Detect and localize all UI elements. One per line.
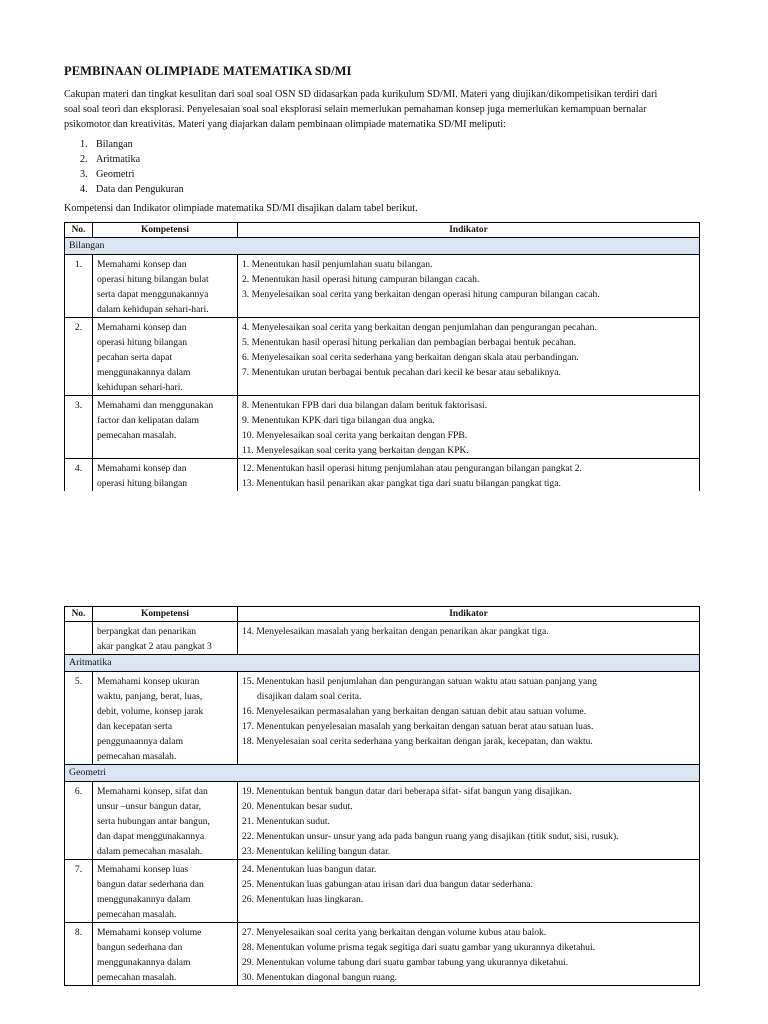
kompetensi-line: pemecahan masalah.: [97, 430, 177, 441]
kompetensi-line: bangun datar sederhana dan: [97, 879, 204, 890]
kompetensi-line: operasi hitung bilangan bulat: [97, 274, 209, 285]
indikator-item: 21. Menentukan sudut.: [242, 816, 330, 827]
kompetensi-line: akar pangkat 2 atau pangkat 3: [97, 641, 212, 652]
intro-line: psikomotor dan kreativitas. Materi yang diajarkan dalam pembinaan olimpiade matematika SD/MI meliputi:: [64, 119, 506, 130]
indikator-cell: [238, 459, 700, 492]
kompetensi-line: Memahami konsep dan: [97, 463, 187, 474]
indikator-item: 26. Menentukan luas lingkaran.: [242, 894, 364, 905]
section-label: Geometri: [65, 765, 700, 782]
section-row: [65, 655, 700, 672]
row-number: 1.: [65, 255, 93, 318]
row-number: 6.: [65, 782, 93, 860]
kompetensi-line: Memahami konsep dan: [97, 322, 187, 333]
table-row: [65, 782, 700, 860]
indikator-item: 1. Menentukan hasil penjumlahan suatu bilangan.: [242, 259, 433, 270]
indikator-item: 29. Menentukan volume tabung dari suatu gambar tabung yang ukurannya diketahui.: [242, 957, 569, 968]
kompetensi-cell: [93, 255, 238, 318]
kompetensi-cell: [93, 318, 238, 396]
intro-line: Cakupan materi dan tingkat kesulitan dari soal soal OSN SD didasarkan pada kurikulum SD/MI. Materi yang diujikan/dikompetisikan terdiri dari: [64, 89, 658, 100]
row-number: 5.: [65, 672, 93, 765]
kompetensi-line: Memahami dan menggunakan: [97, 400, 214, 411]
indikator-item: 16. Menyelesaikan permasalahan yang berkaitan dengan satuan debit atau satuan volume.: [242, 706, 587, 717]
indikator-item: 8. Menentukan FPB dari dua bilangan dalam bentuk faktorisasi.: [242, 400, 488, 411]
kompetensi-line: menggunakannya dalam: [97, 957, 191, 968]
topic-list: [80, 137, 184, 197]
indikator-item: 27. Menyelesaikan soal cerita yang berkaitan dengan volume kubus atau balok.: [242, 927, 547, 938]
table-row: [65, 255, 700, 318]
topic-item: 4. Data dan Pengukuran: [80, 184, 184, 195]
section-row: [65, 765, 700, 782]
kompetensi-cell: [93, 782, 238, 860]
kompetensi-line: kehidupan sehari-hari.: [97, 382, 183, 393]
table-row: [65, 318, 700, 396]
kompetensi-line: factor dan kelipatan dalam: [97, 415, 200, 426]
row-number: 4.: [65, 459, 93, 492]
kompetensi-line: waktu, panjang, berat, luas,: [97, 691, 203, 702]
indikator-item: 17. Menentukan penyelesaian masalah yang berkaitan dengan satuan berat atau satuan luas.: [242, 721, 594, 732]
table-row: [65, 396, 700, 459]
kompetensi-cell: [93, 459, 238, 492]
indikator-cell: [238, 923, 700, 986]
indikator-item: 9. Menentukan KPK dari tiga bilangan dua angka.: [242, 415, 435, 426]
section-label: Bilangan: [65, 238, 700, 255]
indikator-item: 2. Menentukan hasil operasi hitung campuran bilangan cacah.: [242, 274, 480, 285]
indikator-cell: [238, 782, 700, 860]
kompetensi-line: menggunakannya dalam: [97, 894, 191, 905]
kompetensi-line: pecahan serta dapat: [97, 352, 173, 363]
kompetensi-line: Memahami konsep dan: [97, 259, 187, 270]
indikator-item: 20. Menentukan besar sudut.: [242, 801, 353, 812]
indikator-item: 25. Menentukan luas gabungan atau irisan dari dua bangun datar sederhana.: [242, 879, 533, 890]
header-indikator: Indikator: [238, 223, 700, 238]
row-number: [65, 622, 93, 655]
indikator-cell: [238, 255, 700, 318]
topic-item: 3. Geometri: [80, 169, 135, 180]
kompetensi-line: Memahami konsep ukuran: [97, 676, 200, 687]
table-header-row: [65, 607, 700, 622]
header-no: No.: [65, 607, 93, 622]
kompetensi-line: serta hubungan antar bangun,: [97, 816, 210, 827]
kompetensi-line: debit, volume, konsep jarak: [97, 706, 204, 717]
indikator-item: 10. Menyelesaikan soal cerita yang berkaitan dengan FPB.: [242, 430, 468, 441]
indikator-item: 6. Menyelesaikan soal cerita sederhana yang berkaitan dengan skala atau perbandingan.: [242, 352, 579, 363]
indikator-item: 22. Menentukan unsur- unsur yang ada pada bangun ruang yang disajikan (titik sudut, sisi, rusuk).: [242, 831, 619, 842]
kompetensi-cell: [93, 923, 238, 986]
intro-paragraph: [64, 87, 704, 132]
kompetensi-line: menggunakannya dalam: [97, 367, 191, 378]
row-number: 3.: [65, 396, 93, 459]
kompetensi-line: serta dapat menggunakannya: [97, 289, 209, 300]
kompetensi-line: dalam kehidupan sehari-hari.: [97, 304, 209, 315]
indikator-cell: [238, 860, 700, 923]
table-row: [65, 622, 700, 655]
table-row: [65, 459, 700, 492]
indikator-item: 24. Menentukan luas bangun datar.: [242, 864, 377, 875]
indikator-item: 7. Menentukan urutan berbagai bentuk pecahan dari kecil ke besar atau sebaliknya.: [242, 367, 561, 378]
row-number: 2.: [65, 318, 93, 396]
indikator-item: 12. Menentukan hasil operasi hitung penjumlahan atau pengurangan bilangan pangkat 2.: [242, 463, 582, 474]
indikator-item: 13. Menentukan hasil penarikan akar pangkat tiga dari suatu bilangan pangkat tiga.: [242, 478, 561, 489]
header-indikator: Indikator: [238, 607, 700, 622]
kompetensi-line: pemecahan masalah.: [97, 972, 177, 983]
kompetensi-line: dan dapat menggunakannya: [97, 831, 205, 842]
header-kompetensi: Kompetensi: [93, 223, 238, 238]
table-row: [65, 672, 700, 765]
kompetensi-cell: [93, 622, 238, 655]
table-lead-text: Kompetensi dan Indikator olimpiade matematika SD/MI disajikan dalam tabel berikut.: [64, 203, 418, 214]
kompetensi-line: unsur –unsur bangun datar,: [97, 801, 202, 812]
section-label: Aritmatika: [65, 655, 700, 672]
indikator-cell: [238, 396, 700, 459]
kompetensi-line: berpangkat dan penarikan: [97, 626, 197, 637]
indikator-item: 11. Menyelesaikan soal cerita yang berkaitan dengan KPK.: [242, 445, 469, 456]
kompetensi-line: pemecahan masalah.: [97, 909, 177, 920]
kompetensi-line: dalam pemecahan masalah.: [97, 846, 203, 857]
indikator-item: 3. Menyelesaikan soal cerita yang berkaitan dengan operasi hitung campuran bilangan cacah.: [242, 289, 600, 300]
intro-line: soal soal teori dan eksplorasi. Penyelesaian soal soal eksplorasi selain memerlukan pemahaman konsep juga memerlukan kemampuan bernalar: [64, 104, 647, 115]
kompetensi-line: Memahami konsep volume: [97, 927, 202, 938]
indikator-item: 15. Menentukan hasil penjumlahan dan pengurangan satuan waktu atau satuan panjang yang: [242, 676, 597, 687]
kompetensi-line: Memahami konsep, sifat dan: [97, 786, 208, 797]
indikator-item: 19. Menentukan bentuk bangun datar dari beberapa sifat- sifat bangun yang disajikan.: [242, 786, 572, 797]
indikator-cell: [238, 318, 700, 396]
kompetensi-line: Memahami konsep luas: [97, 864, 189, 875]
indikator-item: disajikan dalam soal cerita.: [257, 691, 362, 702]
kompetensi-line: pemecahan masalah.: [97, 751, 177, 762]
kompetensi-line: dan kecepatan serta: [97, 721, 173, 732]
row-number: 8.: [65, 923, 93, 986]
indikator-cell: [238, 622, 700, 655]
table-row: [65, 923, 700, 986]
kompetensi-line: operasi hitung bilangan: [97, 478, 188, 489]
competency-table-part-1: [64, 222, 700, 491]
table-header-row: [65, 223, 700, 238]
kompetensi-cell: [93, 396, 238, 459]
topic-item: 2. Aritmatika: [80, 154, 141, 165]
kompetensi-line: operasi hitung bilangan: [97, 337, 188, 348]
indikator-item: 30. Menentukan diagonal bangun ruang.: [242, 972, 398, 983]
indikator-item: 14. Menyelesaikan masalah yang berkaitan dengan penarikan akar pangkat tiga.: [242, 626, 549, 637]
kompetensi-line: penggunaannya dalam: [97, 736, 184, 747]
header-no: No.: [65, 223, 93, 238]
indikator-item: 23. Menentukan keliling bangun datar.: [242, 846, 391, 857]
topic-item: 1. Bilangan: [80, 139, 133, 150]
section-row: [65, 238, 700, 255]
indikator-item: 28. Menentukan volume prisma tegak segitiga dari suatu gambar yang ukurannya diketahui.: [242, 942, 596, 953]
indikator-item: 4. Menyelesaikan soal cerita yang berkaitan dengan penjumlahan dan pengurangan pecahan.: [242, 322, 597, 333]
indikator-cell: [238, 672, 700, 765]
row-number: 7.: [65, 860, 93, 923]
indikator-item: 5. Menentukan hasil operasi hitung perkalian dan pembagian berbagai bentuk pecahan.: [242, 337, 577, 348]
indikator-item: 18. Menyelesaian soal cerita sederhana yang berkaitan dengan jarak, kecepatan, dan waktu.: [242, 736, 593, 747]
kompetensi-line: bangun sederhana dan: [97, 942, 183, 953]
table-row: [65, 860, 700, 923]
page-title: PEMBINAAN OLIMPIADE MATEMATIKA SD/MI: [64, 64, 352, 78]
competency-table-part-2: [64, 606, 700, 986]
kompetensi-cell: [93, 672, 238, 765]
header-kompetensi: Kompetensi: [93, 607, 238, 622]
kompetensi-cell: [93, 860, 238, 923]
